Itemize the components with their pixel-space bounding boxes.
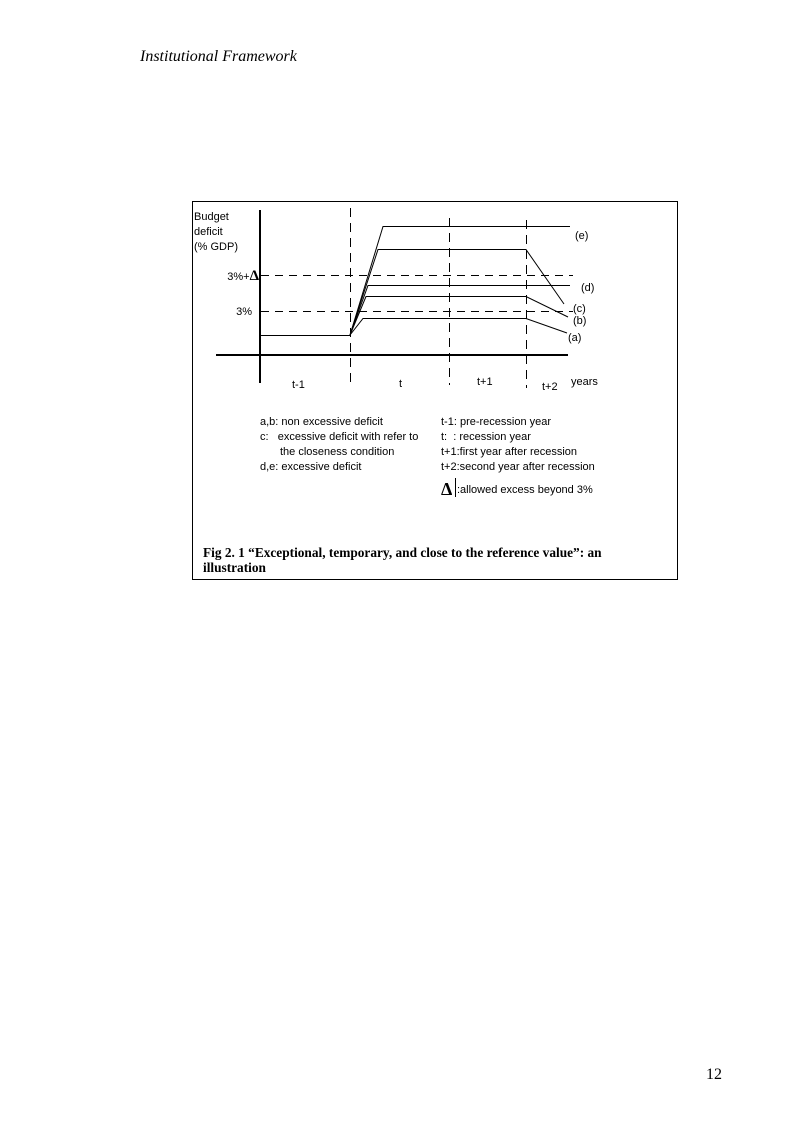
y-axis-label-line-2: deficit — [194, 226, 223, 238]
curve-c — [350, 250, 564, 336]
curve-label-b: (b) — [573, 315, 587, 327]
x-tick-t-minus-1: t-1 — [292, 379, 305, 391]
legend-right-line-4: t+2:second year after recession — [441, 461, 595, 473]
figure-caption-panel — [192, 531, 678, 580]
legend-delta-symbol: Δ — [441, 479, 453, 499]
figure-diagram-panel — [192, 201, 678, 532]
curve-d — [350, 286, 570, 336]
legend-right-line-1: t-1: pre-recession year — [441, 416, 552, 428]
x-tick-t: t — [399, 378, 403, 390]
running-header: Institutional Framework — [140, 48, 297, 65]
curve-a — [350, 319, 567, 336]
legend-left-line-3: the closeness condition — [280, 446, 395, 458]
legend-delta-description: :allowed excess beyond 3% — [457, 484, 593, 496]
delta-symbol: Δ — [249, 268, 259, 284]
curve-label-d: (d) — [581, 282, 595, 294]
threshold-label-prefix: 3%+ — [227, 271, 250, 283]
legend-left-line-4: d,e: excessive deficit — [260, 461, 362, 473]
curve-b — [350, 297, 568, 336]
deficit-diagram — [193, 201, 677, 531]
threshold-label-3pct-plus-delta — [227, 268, 259, 284]
y-axis-label-line-3: (% GDP) — [194, 241, 238, 253]
page-number: 12 — [706, 1066, 722, 1083]
curve-label-e: (e) — [575, 230, 589, 242]
curve-label-c: (c) — [573, 303, 586, 315]
legend-right-line-3: t+1:first year after recession — [441, 446, 578, 458]
curve-label-a: (a) — [568, 332, 582, 344]
x-tick-t-plus-2: t+2 — [542, 381, 558, 393]
legend-left-line-1: a,b: non excessive deficit — [260, 416, 383, 428]
legend-right-line-2: t: : recession year — [441, 431, 531, 443]
legend-left-line-2: c: excessive deficit with refer to — [260, 431, 419, 443]
figure-caption: Fig 2. 1 “Exceptional, temporary, and close to the reference value”: an illustration — [203, 545, 602, 575]
x-tick-t-plus-1: t+1 — [477, 376, 493, 388]
y-axis-label-line-1: Budget — [194, 211, 229, 223]
x-axis-unit-label: years — [571, 376, 598, 388]
threshold-label-3pct: 3% — [236, 306, 252, 318]
